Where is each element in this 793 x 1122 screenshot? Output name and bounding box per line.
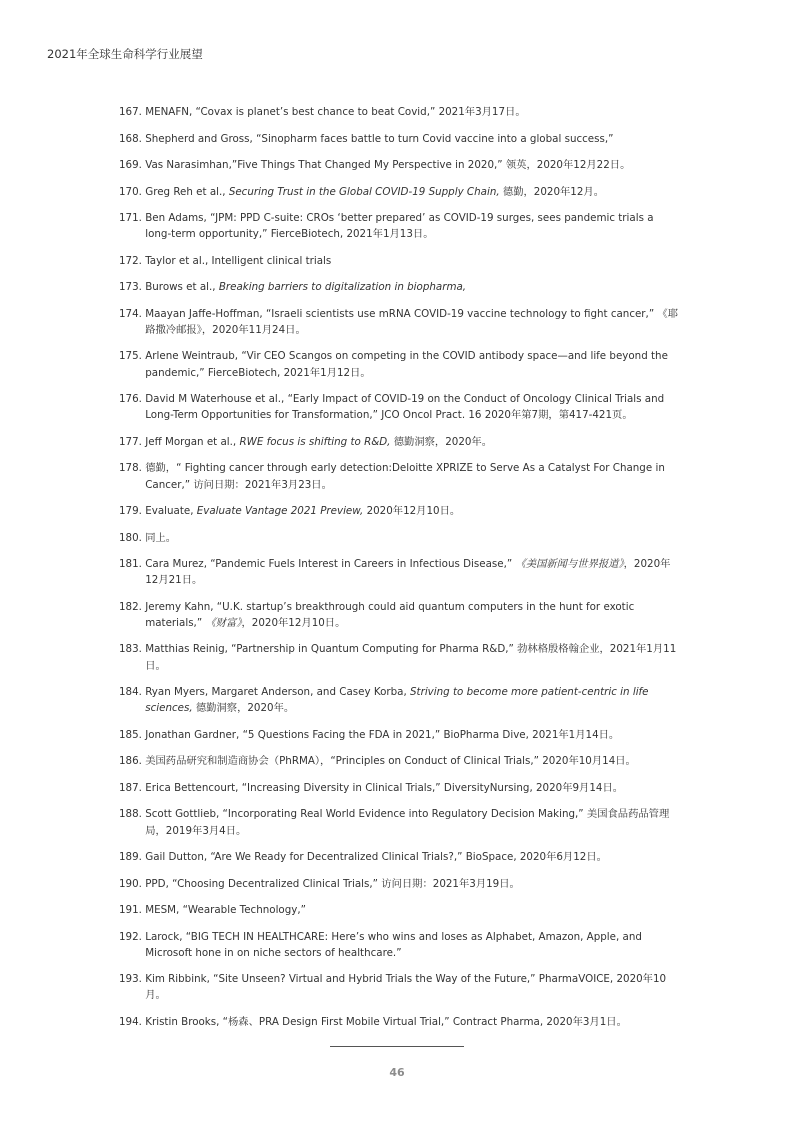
reference-text [145, 348, 679, 380]
reference-text [145, 753, 679, 769]
reference-item [119, 460, 679, 492]
reference-text [145, 806, 679, 838]
reference-text-segment: Scott Gottlieb, “Incorporating Real World Evidence into Regulatory Decision Making,” 美国食品药品管理局，2019年3月4日。 [145, 808, 670, 837]
reference-text-segment: MESM, “Wearable Technology,” [145, 904, 306, 917]
reference-item [119, 780, 679, 796]
reference-text-segment: 德勤，2020年12月。 [499, 185, 604, 198]
reference-text-segment: ，2020年12月10日。 [241, 616, 346, 629]
reference-number: 188. [119, 808, 142, 821]
reference-text-segment: Shepherd and Gross, “Sinopharm faces battle to turn Covid vaccine into a global success,” [145, 132, 614, 145]
reference-number: 177. [119, 435, 142, 448]
reference-text-segment: 德勤，“ Fighting cancer through early detection:Deloitte XPRIZE to Serve As a Catalyst For Change in Cancer,” 访问日期：2021年3月23日。 [145, 462, 665, 491]
reference-item [119, 306, 679, 338]
reference-number: 194. [119, 1015, 142, 1028]
reference-item [119, 753, 679, 769]
reference-text [145, 876, 679, 892]
reference-number: 168. [119, 132, 142, 145]
reference-number: 170. [119, 185, 142, 198]
reference-item [119, 210, 679, 242]
reference-text-segment: Ryan Myers, Margaret Anderson, and Casey Korba, [145, 686, 411, 699]
reference-number: 192. [119, 930, 142, 943]
reference-number: 169. [119, 159, 142, 171]
reference-number: 183. [119, 643, 142, 656]
reference-text [145, 929, 679, 961]
running-header: 2021年全球生命科学行业展望 [47, 47, 203, 61]
reference-title-italic: Evaluate Vantage 2021 Preview, [196, 505, 364, 518]
reference-text [145, 184, 679, 200]
reference-text-segment: Kristin Brooks, “杨森、PRA Design First Mobile Virtual Trial,” Contract Pharma, 2020年3月1日。 [145, 1015, 627, 1028]
reference-number: 167. [119, 106, 142, 118]
reference-item [119, 253, 679, 269]
reference-number: 171. [119, 212, 142, 224]
reference-text [145, 306, 679, 338]
reference-number: 186. [119, 755, 142, 768]
reference-text-segment: Jeremy Kahn, “U.K. startup’s breakthrough could aid quantum computers in the hunt for exotic materials,” [145, 600, 635, 629]
reference-text [145, 971, 679, 1003]
reference-text-segment: Ben Adams, “JPM: PPD C-suite: CROs ‘better prepared’ as COVID-19 surges, sees pandemic trials a long-term opportunity,” FierceBiotech, 2021年1月13日。 [145, 212, 654, 241]
reference-item [119, 902, 679, 918]
reference-text-segment: 美国药品研究和制造商协会（PhRMA），“Principles on Conduct of Clinical Trials,” 2020年10月14日。 [145, 755, 636, 768]
reference-title-italic: Breaking barriers to digitalization in biopharma, [218, 281, 467, 294]
reference-text [145, 780, 679, 796]
reference-text-segment: 同上。 [145, 531, 177, 544]
reference-item [119, 641, 679, 673]
reference-text-segment: Jeff Morgan et al., [145, 435, 240, 448]
reference-text [145, 641, 679, 673]
reference-text [145, 503, 679, 519]
reference-text [145, 727, 679, 743]
reference-number: 175. [119, 350, 142, 363]
reference-item [119, 503, 679, 519]
reference-list [119, 104, 679, 1040]
reference-item [119, 279, 679, 295]
page-number: 46 [389, 1066, 405, 1079]
reference-title-italic: Securing Trust in the Global COVID-19 Supply Chain, [228, 185, 500, 198]
reference-text [145, 104, 679, 120]
reference-text-segment: Greg Reh et al., [145, 185, 229, 198]
reference-text-segment: 2020年12月10日。 [363, 505, 461, 518]
reference-text-segment: 德勤洞察，2020年。 [192, 702, 295, 715]
reference-text-segment: ，2020年12月21日。 [145, 558, 671, 587]
footer-divider [330, 1046, 464, 1047]
reference-number: 179. [119, 505, 142, 518]
reference-text [145, 1014, 679, 1030]
reference-item [119, 971, 679, 1003]
reference-title-italic: 《财富》 [205, 616, 242, 629]
reference-number: 184. [119, 686, 142, 699]
reference-text-segment: David M Waterhouse et al., “Early Impact of COVID-19 on the Conduct of Oncology Clinical Trials and Long-Term Opportunities for Transformation,” JCO Oncol Pract. 16 2020年第7期，第417-421页。 [145, 393, 665, 422]
reference-text [145, 902, 679, 918]
reference-item [119, 391, 679, 423]
reference-text [145, 253, 679, 269]
reference-item [119, 104, 679, 120]
reference-number: 189. [119, 851, 142, 864]
reference-item [119, 684, 679, 716]
reference-number: 181. [119, 558, 142, 571]
reference-item [119, 131, 679, 147]
reference-text-segment: Kim Ribbink, “Site Unseen? Virtual and Hybrid Trials the Way of the Future,” PharmaVOICE, 2020年10月。 [145, 973, 667, 1002]
reference-text-segment: 德勤洞察，2020年。 [390, 435, 493, 448]
reference-number: 173. [119, 281, 142, 294]
reference-text-segment: Erica Bettencourt, “Increasing Diversity in Clinical Trials,” DiversityNursing, 2020年9月14日。 [145, 781, 624, 794]
reference-text-segment: Evaluate, [145, 505, 197, 518]
reference-item [119, 530, 679, 546]
reference-number: 182. [119, 600, 142, 613]
reference-text [145, 556, 679, 588]
reference-text [145, 157, 679, 173]
reference-item [119, 1014, 679, 1030]
reference-item [119, 599, 679, 631]
reference-number: 190. [119, 877, 142, 890]
reference-text [145, 210, 679, 242]
reference-text [145, 434, 679, 450]
reference-text-segment: Vas Narasimhan,”Five Things That Changed My Perspective in 2020,” 领英，2020年12月22日。 [145, 159, 631, 171]
reference-item [119, 929, 679, 961]
reference-text-segment: MENAFN, “Covax is planet’s best chance to beat Covid,” 2021年3月17日。 [145, 106, 526, 118]
reference-text-segment: Maayan Jaffe-Hoffman, “Israeli scientists use mRNA COVID-19 vaccine technology to fight cancer,” 《耶路撒冷邮报》，2020年11月24日。 [145, 307, 679, 336]
reference-text-segment: Burows et al., [145, 281, 219, 294]
reference-text [145, 279, 679, 295]
reference-item [119, 806, 679, 838]
reference-title-italic: RWE focus is shifting to R&D, [239, 435, 391, 448]
reference-number: 174. [119, 307, 142, 320]
reference-text [145, 391, 679, 423]
reference-text-segment: Gail Dutton, “Are We Ready for Decentralized Clinical Trials?,” BioSpace, 2020年6月12日。 [145, 851, 607, 864]
reference-item [119, 727, 679, 743]
reference-title-italic: Striving to become more patient-centric in life sciences, [145, 686, 649, 715]
reference-text [145, 131, 679, 147]
reference-text-segment: Jonathan Gardner, “5 Questions Facing the FDA in 2021,” BioPharma Dive, 2021年1月14日。 [145, 728, 620, 741]
reference-item [119, 876, 679, 892]
reference-text [145, 530, 679, 546]
reference-item [119, 348, 679, 380]
reference-number: 191. [119, 904, 142, 917]
reference-text [145, 684, 679, 716]
reference-title-italic: 《美国新闻与世界报道》 [515, 558, 624, 571]
reference-number: 193. [119, 973, 142, 986]
reference-text-segment: PPD, “Choosing Decentralized Clinical Trials,” 访问日期：2021年3月19日。 [145, 877, 520, 890]
reference-item [119, 184, 679, 200]
reference-number: 187. [119, 781, 142, 794]
reference-item [119, 556, 679, 588]
reference-number: 180. [119, 531, 142, 544]
reference-text [145, 599, 679, 631]
reference-text [145, 460, 679, 492]
reference-number: 172. [119, 254, 142, 267]
reference-text-segment: Larock, “BIG TECH IN HEALTHCARE: Here’s who wins and loses as Alphabet, Amazon, Apple, and Microsoft hone in on niche sectors of healthcare.” [145, 930, 642, 959]
reference-number: 176. [119, 393, 142, 406]
reference-text-segment: Cara Murez, “Pandemic Fuels Interest in Careers in Infectious Disease,” [145, 558, 516, 571]
reference-text [145, 849, 679, 865]
reference-text-segment: Matthias Reinig, “Partnership in Quantum Computing for Pharma R&D,” 勃林格殷格翰企业，2021年1月11日。 [145, 643, 677, 672]
reference-item [119, 434, 679, 450]
reference-item [119, 849, 679, 865]
reference-number: 185. [119, 728, 142, 741]
reference-text-segment: Arlene Weintraub, “Vir CEO Scangos on competing in the COVID antibody space—and life beyond the pandemic,” FierceBiotech, 2021年1月12日。 [145, 350, 668, 379]
reference-item [119, 157, 679, 173]
reference-number: 178. [119, 462, 142, 475]
reference-text-segment: Taylor et al., Intelligent clinical trials [145, 254, 332, 267]
